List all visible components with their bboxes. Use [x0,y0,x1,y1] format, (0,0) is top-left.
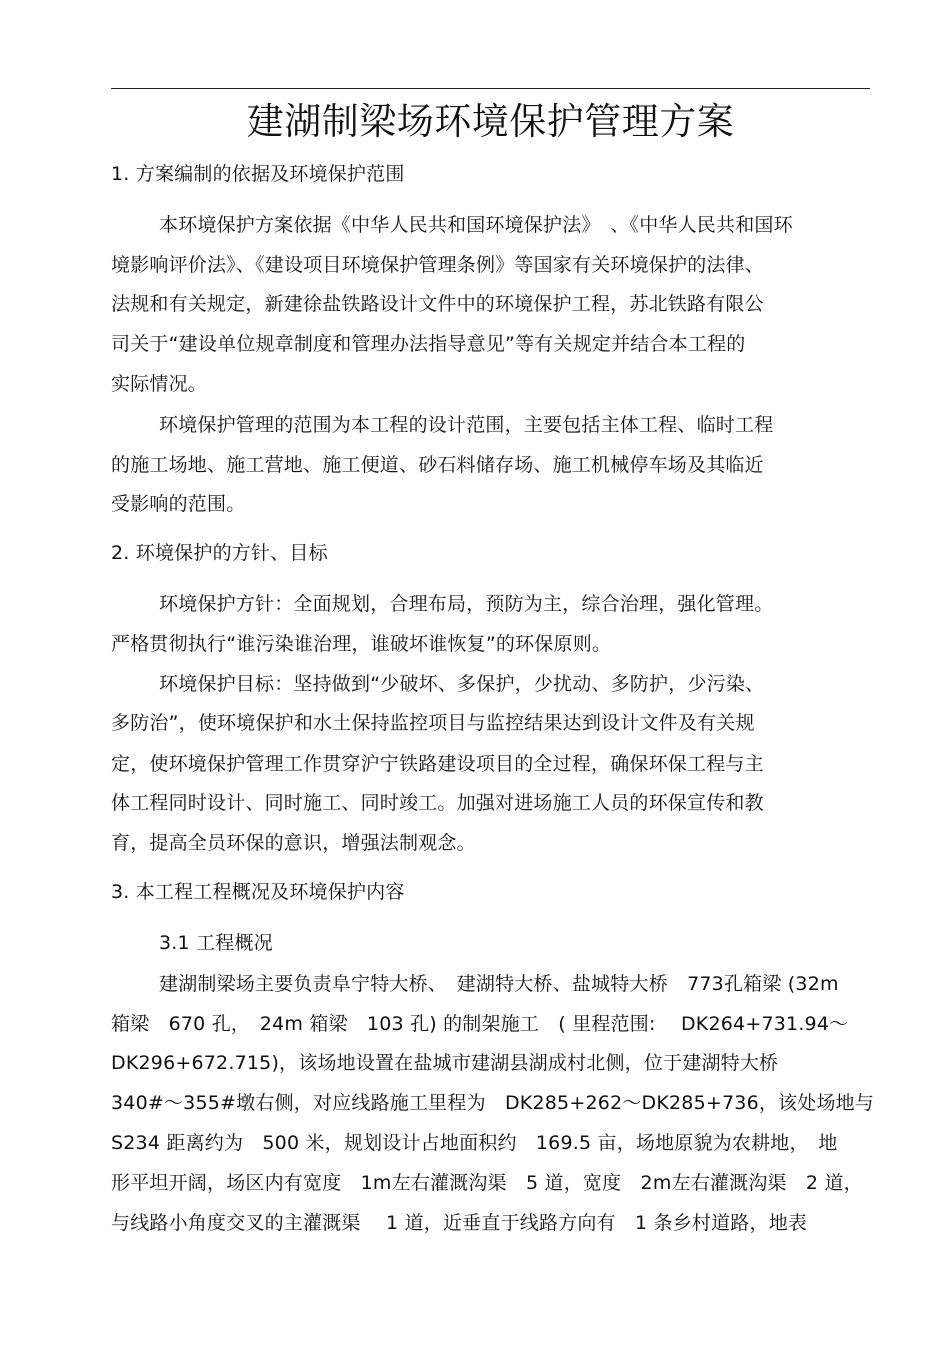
paragraph-line: 育，提高全员环保的意识，增强法制观念。 [111,832,476,854]
paragraph-line: 环境保护方针：全面规划，合理布局，预防为主，综合治理，强化管理。 [159,593,774,615]
paragraph-line: 定，使环境保护管理工作贯穿沪宁铁路建设项目的全过程，确保环保工程与主 [111,753,764,775]
paragraph-line: DK296+672.715)，该场地设置在盐城市建湖县湖成村北侧，位于建湖特大桥 [111,1052,779,1074]
paragraph-line: 环境保护目标：坚持做到“少破坏、多保护，少扰动、多防护，少污染、 [159,673,765,695]
paragraph-line: 受影响的范围。 [111,493,246,515]
paragraph-line: 建湖制梁场主要负责阜宁特大桥、 建湖特大桥、盐城特大桥 773孔箱梁 (32m [159,973,839,995]
paragraph-line: 环境保护管理的范围为本工程的设计范围，主要包括主体工程、临时工程 [159,414,774,436]
paragraph-line: 形平坦开阔，场区内有宽度 1m左右灌溉沟渠 5 道，宽度 2m左右灌溉沟渠 2 道， [111,1172,863,1194]
paragraph-line: 与线路小角度交叉的主灌溉渠 1 道，近垂直于线路方向有 1 条乡村道路，地表 [111,1212,808,1234]
paragraph-line: S234 距离约为 500 米，规划设计占地面积约 169.5 亩，场地原貌为农耕地， 地 [111,1132,838,1154]
heading-3: 3. 本工程工程概况及环境保护内容 [111,881,405,903]
paragraph-line: 340#～355#墩右侧，对应线路施工里程为 DK285+262～DK285+736，该处场地与 [111,1092,875,1114]
heading-2: 2. 环境保护的方针、目标 [111,542,328,564]
header-rule [111,88,870,89]
paragraph-line: 多防治”，使环境保护和水土保持监控项目与监控结果达到设计文件及有关规 [111,712,755,734]
heading-1: 1. 方案编制的依据及环境保护范围 [111,163,405,185]
document-title: 建湖制梁场环境保护管理方案 [246,100,735,143]
paragraph-line: 法规和有关规定，新建徐盐铁路设计文件中的环境保护工程，苏北铁路有限公 [111,293,764,315]
paragraph-line: 箱梁 670 孔， 24m 箱梁 103 孔) 的制架施工 ( 里程范围: DK264+731.94～ [111,1013,849,1035]
paragraph-line: 境影响评价法》、《建设项目环境保护管理条例》等国家有关环境保护的法律、 [111,254,765,276]
paragraph-line: 实际情况。 [111,373,208,395]
paragraph-line: 司关于“建设单位规章制度和管理办法指导意见”等有关规定并结合本工程的 [111,333,746,355]
paragraph-line: 的施工场地、施工营地、施工便道、砂石料储存场、施工机械停车场及其临近 [111,454,764,476]
paragraph-line: 体工程同时设计、同时施工、同时竣工。加强对进场施工人员的环保宣传和教 [111,792,764,814]
paragraph-line: 本环境保护方案依据《中华人民共和国环境保护法》 、《中华人民共和国环 [159,214,793,236]
paragraph-line: 严格贯彻执行“谁污染谁治理，谁破坏谁恢复”的环保原则。 [111,633,612,655]
subheading-3-1: 3.1 工程概况 [159,932,273,954]
